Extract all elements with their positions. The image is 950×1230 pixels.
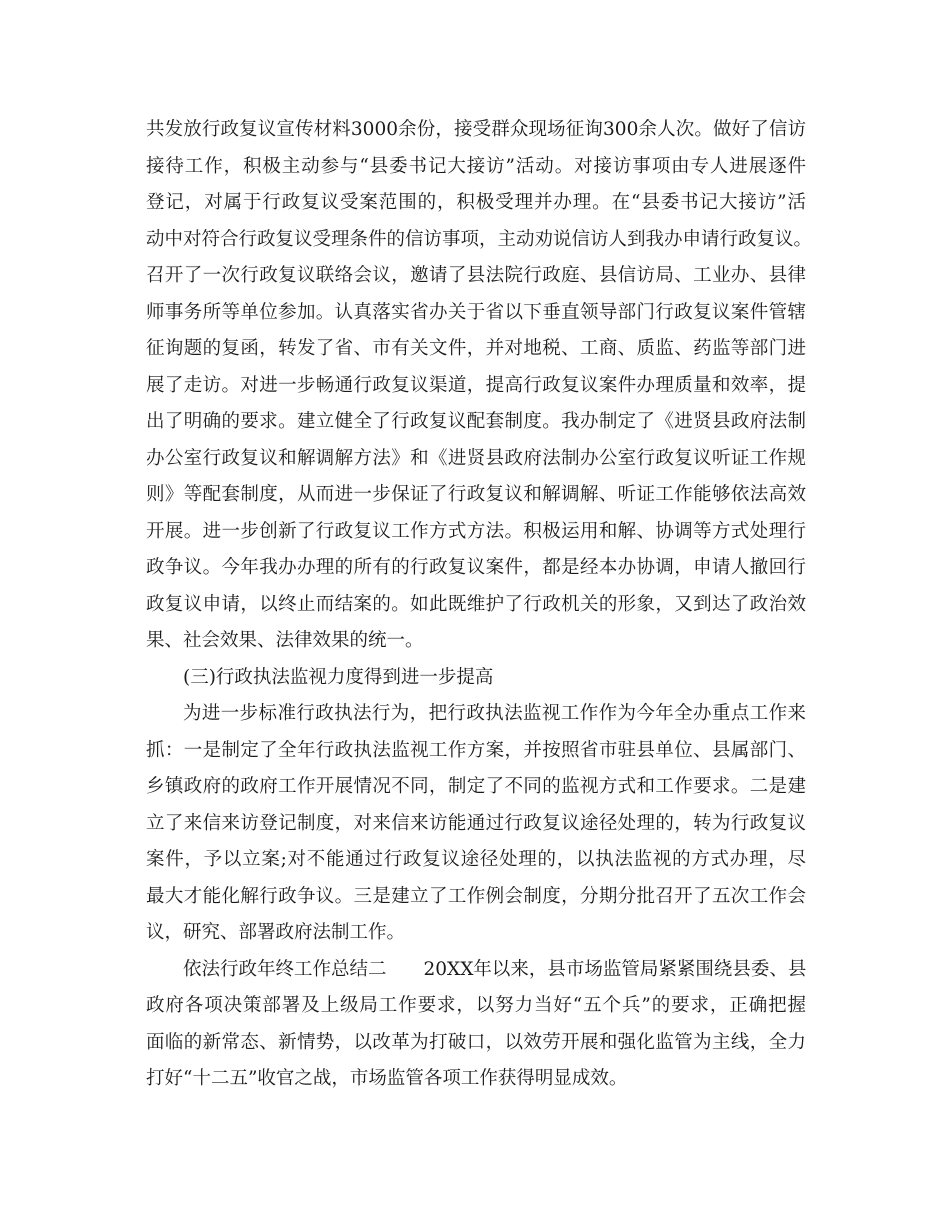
text-line: 为进一步标准行政执法行为，把行政执法监视工作作为今年全办重点工作来: [183, 703, 806, 724]
text-line: 最大才能化解行政争议。三是建立了工作例会制度，分期分批召开了五次工作会: [146, 885, 806, 907]
text-line: 政争议。今年我办办理的所有的行政复议案件，都是经本办协调，申请人撤回行: [146, 557, 806, 578]
text-line: 接待工作，积极主动参与“县委书记大接访”活动。对接访事项由专人进展逐件: [146, 155, 806, 177]
text-line: 打好“十二五”收官之战，市场监管各项工作获得明显成效。: [146, 1068, 628, 1089]
text-line: 立了来信来访登记制度，对来信来访能通过行政复议途径处理的，转为行政复议: [146, 812, 806, 834]
text-line: 果、社会效果、法律效果的统一。: [146, 630, 424, 651]
text-line: 征询题的复函，转发了省、市有关文件，并对地税、工商、质监、药监等部门进: [146, 338, 806, 359]
text-line: 召开了一次行政复议联络会议，邀请了县法院行政庭、县信访局、工业办、县律: [146, 265, 806, 286]
text-line: 开展。进一步创新了行政复议工作方式方法。积极运用和解、协调等方式处理行: [146, 520, 806, 542]
text-line: 依法行政年终工作总结二 20XX年以来，县市场监管局紧紧围绕县委、县: [183, 958, 807, 980]
text-line: 乡镇政府的政府工作开展情况不同，制定了不同的监视方式和工作要求。二是建: [146, 776, 806, 797]
text-line: 面临的新常态、新情势，以改革为打破口，以效劳开展和强化监管为主线，全力: [146, 1031, 806, 1053]
text-line: 办公室行政复议和解调解方法》和《进贤县政府法制办公室行政复议听证工作规: [146, 447, 806, 469]
text-line: 共发放行政复议宣传材料3000余份，接受群众现场征询300余人次。做好了信访: [146, 119, 806, 140]
text-line: 案件，予以立案;对不能通过行政复议途径处理的，以执法监视的方式办理，尽: [146, 849, 806, 870]
text-line: 展了走访。对进一步畅通行政复议渠道，提高行政复议案件办理质量和效率，提: [146, 374, 806, 396]
text-line: 政复议申请，以终止而结案的。如此既维护了行政机关的形象，又到达了政治效: [146, 593, 806, 615]
text-line: 动中对符合行政复议受理条件的信访事项，主动劝说信访人到我办申请行政复议。: [146, 228, 813, 250]
text-line: 则》等配套制度，从而进一步保证了行政复议和解调解、听证工作能够依法高效: [146, 484, 806, 505]
text-line: 出了明确的要求。建立健全了行政复议配套制度。我办制定了《进贤县政府法制: [146, 411, 806, 432]
text-line: 师事务所等单位参加。认真落实省办关于省以下垂直领导部门行政复议案件管辖: [146, 301, 806, 323]
body-text: [146, 112, 813, 1098]
text-line: 政府各项决策部署及上级局工作要求，以努力当好“五个兵”的要求，正确把握: [146, 995, 806, 1016]
text-line: 抓：一是制定了全年行政执法监视工作方案，并按照省市驻县单位、县属部门、: [146, 739, 806, 761]
text-line: 议，研究、部署政府法制工作。: [146, 922, 406, 943]
section-heading: (三)行政执法监视力度得到进一步提高: [183, 666, 494, 688]
text-line: 登记，对属于行政复议受案范围的，积极受理并办理。在“县委书记大接访”活: [146, 192, 806, 213]
